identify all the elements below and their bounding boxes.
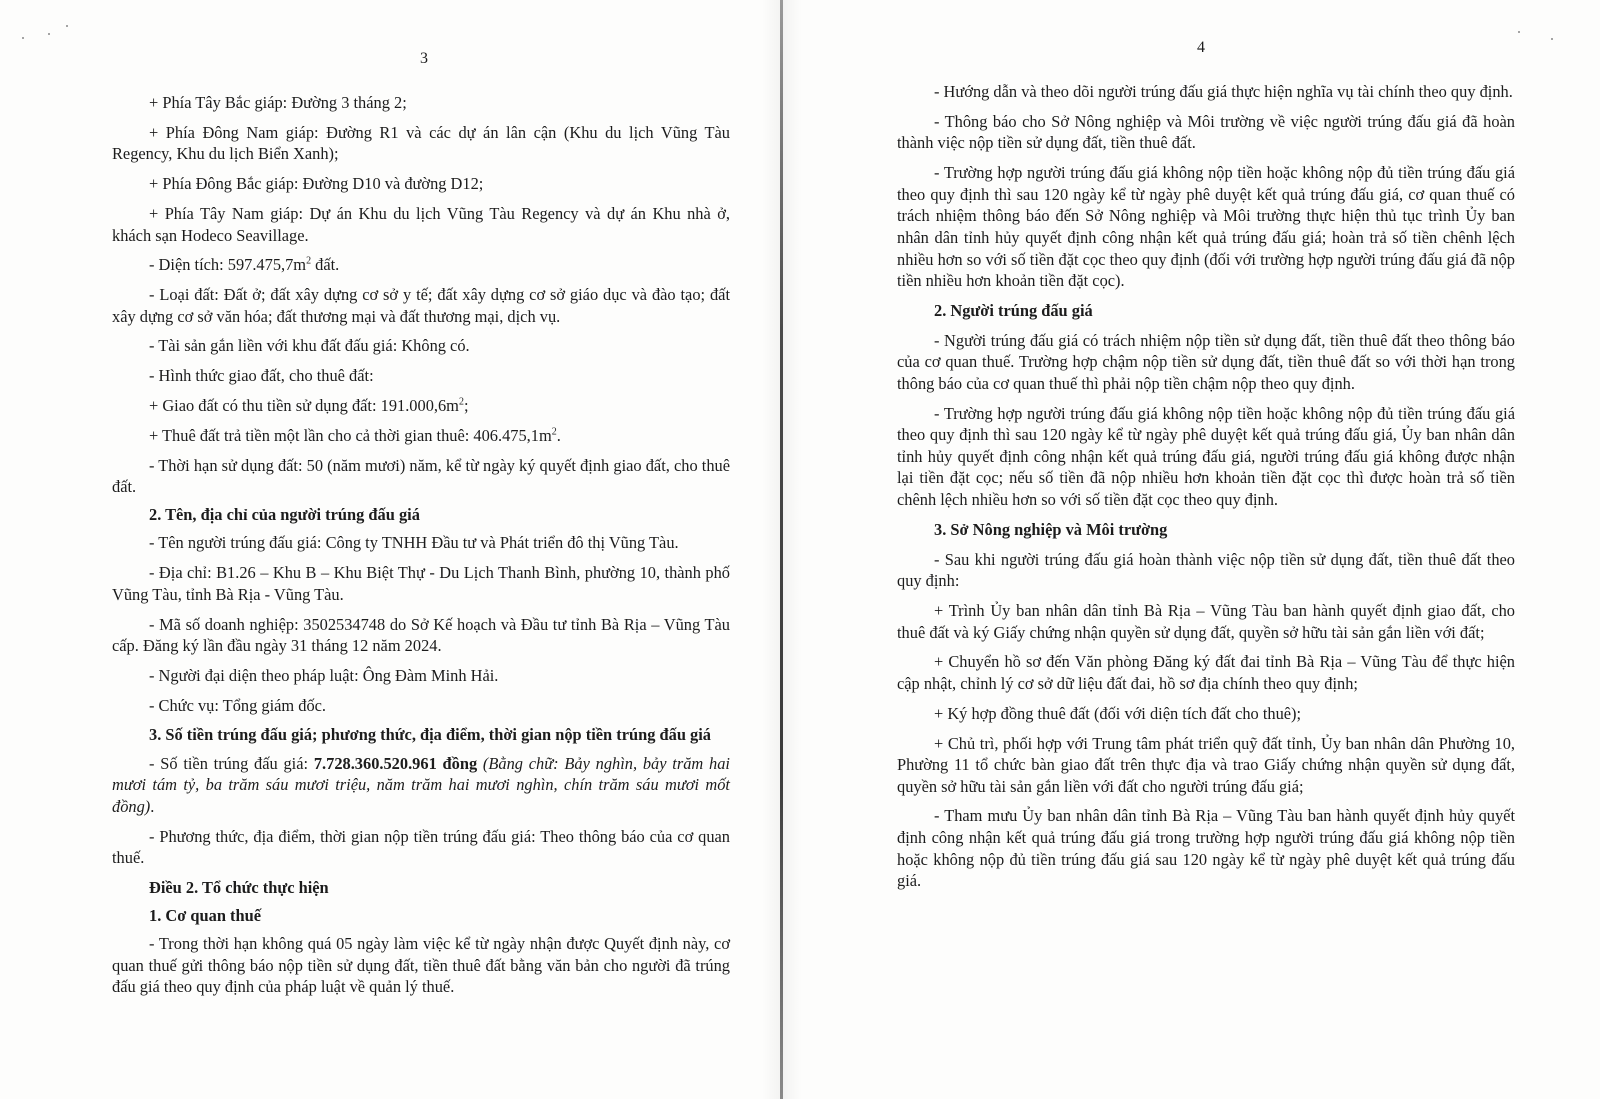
attached-assets: - Tài sản gắn liền với khu đất đấu giá: Không có. [149, 336, 470, 356]
lease-text: + Thuê đất trả tiền một lần cho cả thời gian thuê: 406.475,1m [149, 425, 552, 445]
page-number: 4 [1197, 39, 1205, 56]
lease-tail: . [556, 425, 561, 445]
winner-address: - Địa chỉ: B1.26 – Khu B – Khu Biệt Thự - Du Lịch Thanh Bình, phường 10, thành phố Vũng Tàu, tỉnh Bà Rịa - Vũng Tàu. [112, 563, 730, 604]
winning-amount [112, 753, 730, 818]
right-page-body [897, 81, 1515, 900]
allocation-line [112, 395, 730, 417]
tax-notify: - Thông báo cho Sở Nông nghiệp và Môi trường về việc người trúng đấu giá đã hoàn thành việc nộp tiền sử dụng đất, tiền thuê đất. [897, 111, 1515, 153]
allocation-sup: 2 [458, 396, 464, 408]
legal-representative: - Người đại diện theo pháp luật: Ông Đàm Minh Hải. [149, 665, 499, 685]
scan-speck [1551, 38, 1553, 40]
scan-speck [22, 37, 24, 39]
boundary-southeast: + Phía Đông Nam giáp: Đường R1 và các dự án lân cận (Khu du lịch Vũng Tàu Regency, Khu du lịch Biển Xanh); [112, 122, 730, 164]
amount-prefix: - Số tiền trúng đấu giá: [149, 753, 314, 773]
area-text: - Diện tích: 597.475,7m [149, 255, 307, 275]
section2-heading: 2. Tên, địa chỉ của người trúng đấu giá [149, 505, 420, 525]
tax-authority-duty: - Trong thời hạn không quá 05 ngày làm việc kể từ ngày nhận được Quyết định này, cơ quan thuế gửi thông báo nộp tiền sử dụng đất, tiền thuê đất bằng văn bản cho người đã trúng đấu giá theo quy định của pháp luật về quản lý thuế. [112, 934, 730, 997]
dept-submit-decision: + Trình Ủy ban nhân dân tỉnh Bà Rịa – Vũng Tàu ban hành quyết định giao đất, cho thuê đất và ký Giấy chứng nhận quyền sử dụng đất, quyền sở hữu tài sản gắn liền với đất; [897, 600, 1515, 642]
amount-value: 7.728.360.520.961 đồng [313, 753, 478, 773]
position: - Chức vụ: Tổng giám đốc. [149, 695, 327, 715]
area-line [112, 254, 730, 276]
winner-name: - Tên người trúng đấu giá: Công ty TNHH Đầu tư và Phát triển đô thị Vũng Tàu. [149, 533, 679, 553]
dept-after-payment: - Sau khi người trúng đấu giá hoàn thành việc nộp tiền sử dụng đất, tiền thuê đất theo quy định: [897, 549, 1515, 591]
scan-speck [66, 25, 68, 27]
lease-sup: 2 [551, 426, 557, 438]
page-gutter [780, 0, 783, 1099]
allocation-tail: ; [463, 396, 469, 416]
section3-heading: 3. Số tiền trúng đấu giá; phương thức, địa điểm, thời gian nộp tiền trúng đấu giá [149, 725, 711, 745]
land-use-term: - Thời hạn sử dụng đất: 50 (năm mươi) năm, kể từ ngày ký quyết định giao đất, cho thuê đất. [112, 455, 730, 497]
winner-heading: 2. Người trúng đấu giá [934, 300, 1093, 320]
dept-transfer-records: + Chuyển hồ sơ đến Văn phòng Đăng ký đất đai tỉnh Bà Rịa – Vũng Tàu để thực hiện cập nhật, chỉnh lý cơ sở dữ liệu đất đai, hồ sơ địa chính theo quy định; [897, 652, 1515, 693]
dept-handover: + Chủ trì, phối hợp với Trung tâm phát triển quỹ đất tỉnh, Ủy ban nhân dân Phường 10, Phường 11 tổ chức bàn giao đất trên thực địa và trao Giấy chứng nhận quyền sử dụng đất, quyền sở hữu tài sản gắn liền với đất cho người trúng đấu giá; [897, 733, 1515, 796]
article2-heading: Điều 2. Tổ chức thực hiện [149, 877, 329, 897]
dept-lease-contract: + Ký hợp đồng thuê đất (đối với diện tích đất cho thuê); [934, 703, 1302, 723]
allocation-text: + Giao đất có thu tiền sử dụng đất: 191.000,6m [149, 396, 459, 416]
tax-nonpayment: - Trường hợp người trúng đấu giá không nộp tiền hoặc không nộp đủ tiền trúng đấu giá theo quy định thì sau 120 ngày kể từ ngày phê duyệt kết quả trúng đấu giá, cơ quan thuế có trách nhiệm thông báo đến Sở Nông nghiệp và Môi trường thực hiện thủ tục trình Ủy ban nhân dân tỉnh hủy quyết định công nhận kết quả trúng đấu giá; hoàn trả số tiền chênh lệch nhiều hơn so với số tiền đặt cọc theo quy định (đối với trường hợp người trúng đấu giá đã nộp tiền nhiều hơn khoản tiền đặt cọc). [897, 163, 1515, 291]
boundary-northwest: + Phía Tây Bắc giáp: Đường 3 tháng 2; [149, 93, 407, 112]
boundary-northeast: + Phía Đông Bắc giáp: Đường D10 và đường D12; [149, 174, 484, 194]
area-tail: đất. [311, 255, 340, 275]
winner-obligation: - Người trúng đấu giá có trách nhiệm nộp tiền sử dụng đất, tiền thuê đất theo thông báo của cơ quan thuế. Trường hợp chậm nộp tiền sử dụng đất, tiền thuê đất so với thời hạn trong thông báo của cơ quan thuế thì phải nộp tiền chậm nộp theo quy định. [897, 330, 1515, 393]
right-page [897, 0, 1515, 1099]
business-code: - Mã số doanh nghiệp: 3502534748 do Sở Kế hoạch và Đầu tư tỉnh Bà Rịa – Vũng Tàu cấp. Đăng ký lần đầu ngày 31 tháng 12 năm 2024. [112, 614, 730, 656]
payment-method: - Phương thức, địa điểm, thời gian nộp tiền trúng đấu giá: Theo thông báo của cơ quan thuế. [112, 826, 730, 868]
area-sup: 2 [306, 255, 312, 267]
scan-speck [1518, 31, 1520, 33]
dept-advise-cancel: - Tham mưu Ủy ban nhân dân tỉnh Bà Rịa – Vũng Tàu ban hành quyết định hủy quyết định công nhận kết quả trúng đấu giá trong trường hợp người trúng đấu giá không nộp tiền hoặc không nộp đủ tiền trúng đấu giá sau 120 ngày kể từ ngày phê duyệt kết quả trúng đấu giá. [897, 806, 1515, 891]
tax-authority-heading: 1. Cơ quan thuế [149, 906, 262, 925]
winner-nonpayment: - Trường hợp người trúng đấu giá không nộp tiền hoặc không nộp đủ tiền trúng đấu giá theo quy định thì sau 120 ngày kể từ ngày phê duyệt kết quả trúng đấu giá, Ủy ban nhân dân tỉnh hủy quyết định công nhận kết quả trúng đấu giá, người trúng đấu giá không được nhận lại tiền đặt cọc; nếu số tiền đã nộp nhiều hơn khoản tiền đặt cọc thì được hoàn trả số tiền chênh lệch nhiều hơn so với số tiền đặt cọc theo quy định. [897, 403, 1515, 510]
amount-suffix: . [150, 796, 155, 816]
land-type: - Loại đất: Đất ở; đất xây dựng cơ sở y tế; đất xây dựng cơ sở giáo dục và đào tạo; đất xây dựng cơ sở văn hóa; đất thương mại và đất thương mại, dịch vụ. [112, 285, 730, 326]
boundary-southwest: + Phía Tây Nam giáp: Dự án Khu du lịch Vũng Tàu Regency và dự án Khu nhà ở, khách sạn Hodeco Seavillage. [112, 203, 730, 245]
page-number: 3 [420, 50, 428, 67]
tax-guidance: - Hướng dẫn và theo dõi người trúng đấu giá thực hiện nghĩa vụ tài chính theo quy định. [934, 82, 1513, 101]
lease-line [112, 425, 730, 447]
left-page [112, 0, 730, 1099]
dept-heading: 3. Sở Nông nghiệp và Môi trường [934, 519, 1168, 539]
left-page-body [112, 92, 730, 1006]
allocation-form: - Hình thức giao đất, cho thuê đất: [149, 366, 374, 386]
amount-in-words: (Bằng chữ: Bảy nghìn, bảy trăm hai mươi tám tỷ, ba trăm sáu mươi triệu, năm trăm hai mươi nghìn, chín trăm sáu mươi mốt đồng) [112, 753, 730, 816]
scan-speck [48, 33, 50, 35]
